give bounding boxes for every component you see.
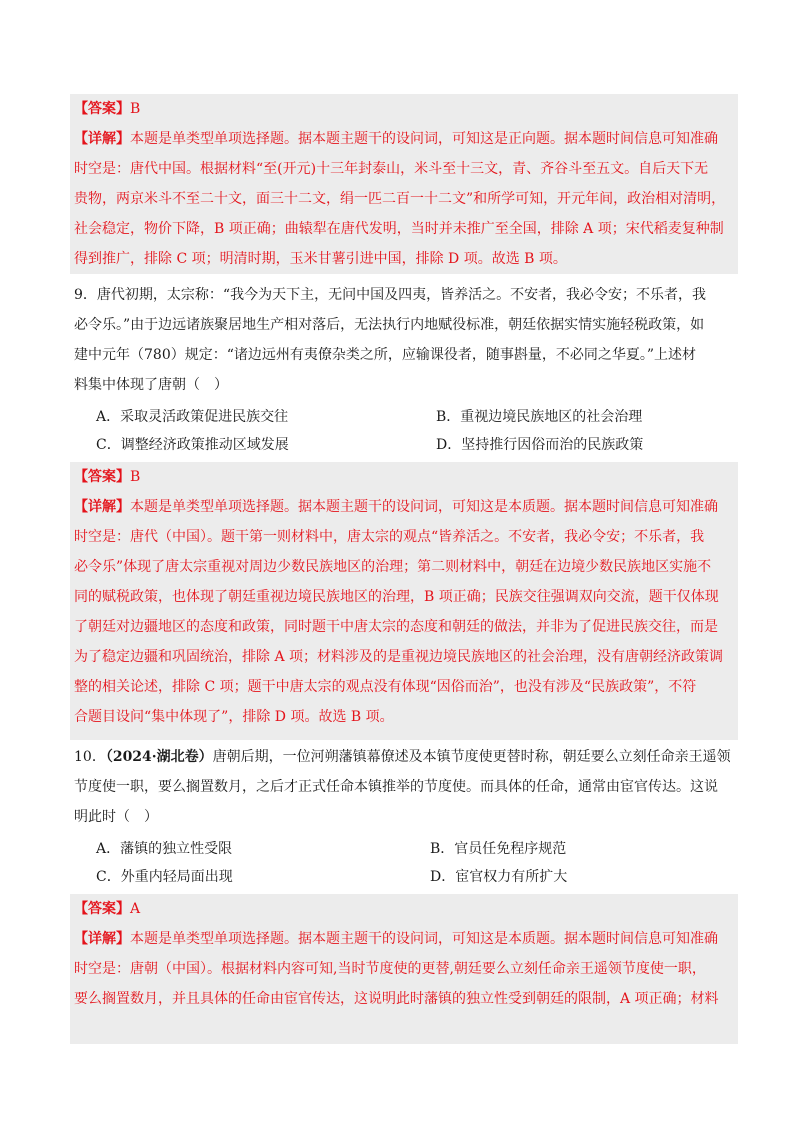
detail-text: 本题是单类型单项选择题。据本题主题干的设问词，可知这是本质题。据本题时间信息可知准确: [130, 499, 718, 515]
detail-line: [74, 492, 734, 522]
q10-answer-block: [70, 894, 738, 1044]
q9-option-c[interactable]: C．调整经济政策推动区域发展: [96, 437, 289, 453]
detail-line: 时空是：唐代中国。根据材料“至(开元)十三年封泰山，米斗至十三文，青、齐谷斗至五文。自后天下无: [74, 161, 709, 177]
answer-line: [74, 894, 734, 924]
detail-line: 时空是：唐朝（中国）。根据材料内容可知,当时节度使的更替,朝廷要么立刻任命亲王遥领节度使一职，: [74, 961, 706, 977]
detail-text: 本题是单类型单项选择题。据本题主题干的设问词，可知这是正向题。据本题时间信息可知准确: [130, 131, 718, 147]
answer-tag: 【答案】: [74, 469, 130, 485]
detail-tag: 【详解】: [74, 499, 130, 515]
detail-line: 整的相关论述，排除 C 项；题干中唐太宗的观点没有体现“因俗而治”，也没有涉及“民族政策”，不符: [74, 679, 697, 695]
q10-option-c[interactable]: C．外重内轻局面出现: [96, 869, 233, 885]
detail-line: 为了稳定边疆和巩固统治，排除 A 项；材料涉及的是重视边境民族地区的社会治理，没有唐朝经济政策调: [74, 649, 724, 665]
answer-value: B: [130, 469, 141, 485]
detail-line: 同的赋税政策，也体现了朝廷重视边境民族地区的治理，B 项正确；民族交往强调双向交流，题干仅体现: [74, 589, 719, 605]
detail-line: 了朝廷对边疆地区的态度和政策，同时题干中唐太宗的态度和朝廷的做法，并非为了促进民族交往，而是: [74, 619, 718, 635]
q9-stem-line: 建中元年（780）规定：“诸边远州有夷僚杂类之所，应输课役者，随事斟量，不必同之华夏。”上述材: [74, 347, 697, 363]
q10-stem-line: 明此时（ ）: [74, 809, 158, 825]
detail-line: [74, 924, 734, 954]
answer-line: [74, 462, 734, 492]
q9-stem-line: 9．唐代初期，太宗称：“我今为天下主，无问中国及四夷，皆养活之。不安者，我必令安；不乐者，我: [74, 287, 707, 303]
q10-option-a[interactable]: A．藩镇的独立性受限: [96, 841, 233, 857]
question-source: （2024·湖北卷）: [105, 749, 213, 765]
detail-tag: 【详解】: [74, 931, 130, 947]
stem-text: 唐朝后期，一位河朔藩镇幕僚述及本镇节度使更替时称，朝廷要么立刻任命亲王遥领: [212, 749, 731, 765]
q9-stem-line: 必令乐。”由于边远诸族聚居地生产相对落后，无法执行内地赋役标准，朝廷依据实情实施轻税政策，如: [74, 317, 705, 333]
detail-line: 时空是：唐代（中国）。题干第一则材料中，唐太宗的观点“皆养活之。不安者，我必令安；不乐者，我: [74, 529, 705, 545]
q10-option-d[interactable]: D．宦官权力有所扩大: [430, 869, 568, 885]
q9-option-b[interactable]: B．重视边境民族地区的社会治理: [436, 409, 643, 425]
question-number: 10．: [74, 749, 106, 765]
q10-option-b[interactable]: B．官员任免程序规范: [430, 841, 567, 857]
q9-option-a[interactable]: A．采取灵活政策促进民族交往: [96, 409, 289, 425]
q8-answer-block: [70, 94, 738, 274]
q10-stem-line: [74, 742, 734, 772]
q9-answer-block: [70, 462, 738, 740]
q9-stem-line: 料集中体现了唐朝（ ）: [74, 377, 228, 393]
detail-tag: 【详解】: [74, 131, 130, 147]
detail-text: 本题是单类型单项选择题。据本题主题干的设问词，可知这是本质题。据本题时间信息可知准确: [130, 931, 718, 947]
answer-tag: 【答案】: [74, 101, 130, 117]
detail-line: [74, 124, 734, 154]
answer-value: B: [130, 101, 141, 117]
detail-line: 必令乐”体现了唐太宗重视对周边少数民族地区的治理；第二则材料中，朝廷在边境少数民族地区实施不: [74, 559, 712, 575]
answer-tag: 【答案】: [74, 901, 130, 917]
answer-value: A: [130, 901, 141, 917]
answer-line: [74, 94, 734, 124]
detail-line: 社会稳定，物价下降，B 项正确；曲辕犁在唐代发明，当时并未推广至全国，排除 A 项；宋代稻麦复种制: [74, 221, 724, 237]
q10-stem-line: 节度使一职，要么搁置数月，之后才正式任命本镇推举的节度使。而具体的任命，通常由宦官传达。这说: [74, 779, 718, 795]
detail-line: 要么搁置数月，并且具体的任命由宦官传达，这说明此时藩镇的独立性受到朝廷的限制，A 项正确；材料: [74, 991, 719, 1007]
q9-option-d[interactable]: D．坚持推行因俗而治的民族政策: [436, 437, 644, 453]
detail-line: 合题目设问“集中体现了”，排除 D 项。故选 B 项。: [74, 709, 394, 725]
detail-line: 贵物，两京米斗不至二十文，面三十二文，绢一匹二百一十二文”和所学可知，开元年间，政治相对清明，: [74, 191, 726, 207]
detail-line: 得到推广，排除 C 项；明清时期，玉米甘薯引进中国，排除 D 项。故选 B 项。: [74, 251, 567, 267]
